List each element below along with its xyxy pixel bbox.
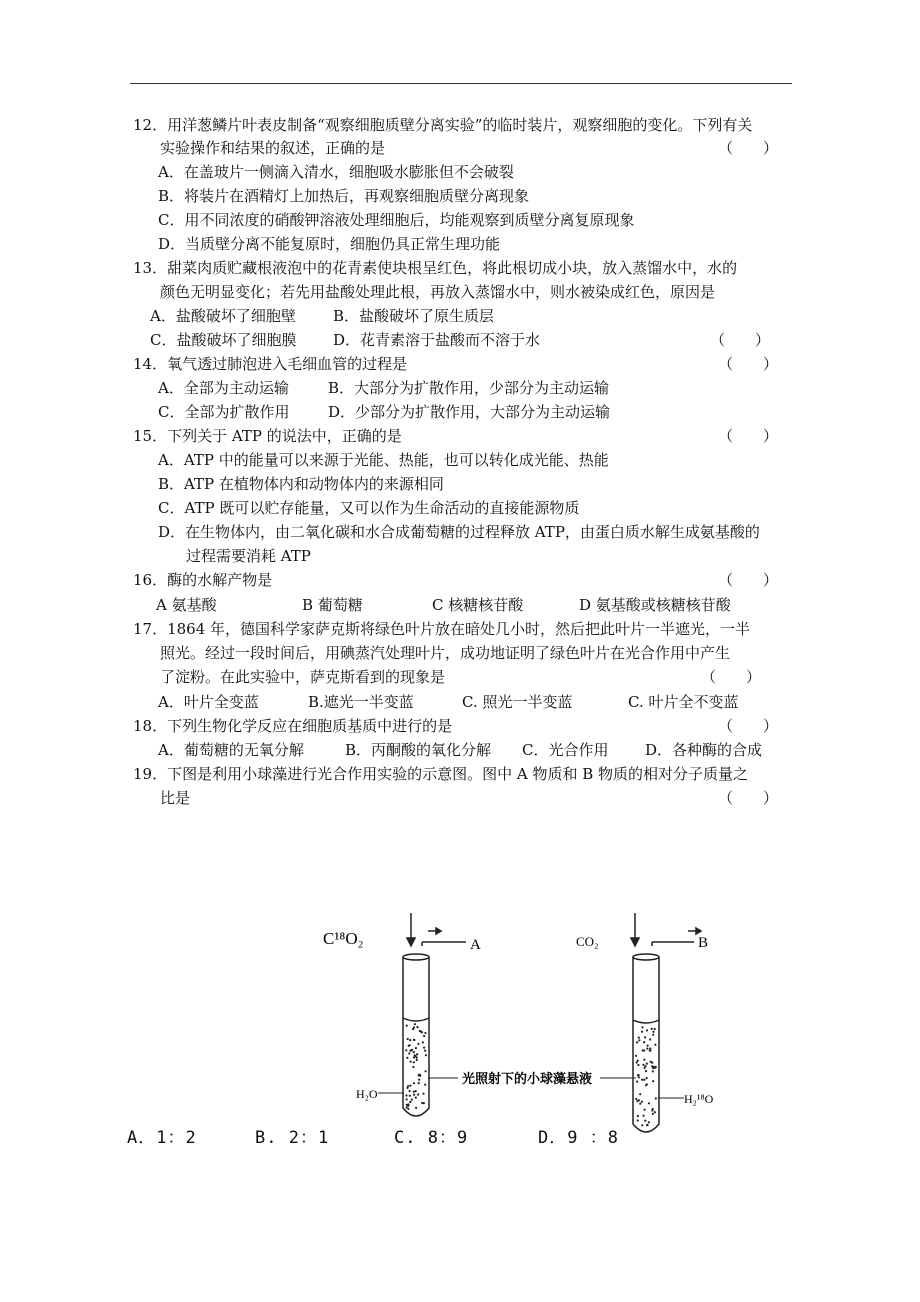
- algae-dot: [655, 1066, 657, 1068]
- q15-option-d: D．在生物体内，由二氧化碳和水合成葡萄糖的过程释放 ATP，由蛋白质水解生成氨基酸的: [158, 523, 760, 541]
- algae-dot: [637, 1115, 639, 1117]
- q16-option-c: C 核糖核苷酸: [432, 596, 524, 614]
- left-gas-label: C¹⁸O₂: [323, 929, 364, 948]
- algae-dot: [646, 1063, 648, 1065]
- q13-option-c: C．盐酸破坏了细胞膜: [150, 331, 297, 349]
- algae-dot: [636, 1041, 638, 1043]
- algae-dot: [423, 1035, 425, 1037]
- q19-answer-blank: （ ）: [718, 789, 779, 807]
- q16-option-b: B 葡萄糖: [302, 596, 363, 614]
- q13-stem-line2: 颜色无明显变化；若先用盐酸处理此根，再放入蒸馏水中，则水被染成红色，原因是: [160, 283, 716, 301]
- algae-dot: [425, 1070, 427, 1072]
- q13-stem-line1: 13．甜菜肉质贮藏根液泡中的花青素使块根呈红色，将此根切成小块，放入蒸馏水中，水的: [133, 259, 738, 277]
- algae-dot: [647, 1045, 649, 1047]
- algae-dot: [652, 1031, 654, 1033]
- algae-dot: [637, 1060, 639, 1062]
- algae-dot: [636, 1061, 638, 1063]
- algae-dot: [405, 1094, 407, 1096]
- q18-option-d: D．各种酶的合成: [645, 741, 763, 759]
- left-water-label: H₂O: [356, 1087, 378, 1101]
- algae-dot: [638, 1099, 640, 1101]
- q12-stem-line2: 实验操作和结果的叙述，正确的是: [160, 139, 386, 157]
- algae-dot: [422, 1093, 424, 1095]
- algae-dot: [413, 1094, 415, 1096]
- algae-dot: [412, 1066, 414, 1068]
- algae-dot: [649, 1050, 651, 1052]
- q14-stem: 14．氧气透过肺泡进入毛细血管的过程是: [133, 355, 408, 373]
- q15-option-a: A．ATP 中的能量可以来源于光能、热能，也可以转化成光能、热能: [158, 451, 609, 469]
- algae-dot: [417, 1093, 419, 1095]
- algae-dot: [641, 1124, 643, 1126]
- algae-dot: [406, 1098, 408, 1100]
- q19-option-b: B. 2：1: [255, 1128, 330, 1148]
- q17-answer-blank: （ ）: [701, 668, 762, 686]
- q18-answer-blank: （ ）: [718, 717, 779, 735]
- algae-dot: [418, 1074, 420, 1076]
- algae-dot: [638, 1076, 640, 1078]
- q13-answer-blank: （ ）: [710, 331, 771, 349]
- figure-caption: 光照射下的小球藻悬液: [462, 1072, 593, 1087]
- left-gas-inlet-arrow: [407, 913, 466, 946]
- algae-dot: [409, 1101, 411, 1103]
- algae-dot: [645, 1070, 647, 1072]
- algae-dot: [649, 1047, 651, 1049]
- q17-option-c: C. 照光一半变蓝: [462, 693, 573, 711]
- left-algae-suspension: [405, 1023, 427, 1110]
- algae-dot: [642, 1064, 644, 1066]
- algae-dot: [642, 1049, 644, 1051]
- algae-dot: [651, 1062, 653, 1064]
- algae-dot: [649, 1038, 651, 1040]
- algae-dot: [407, 1038, 409, 1040]
- q16-stem: 16．酶的水解产物是: [133, 571, 273, 589]
- algae-dot: [409, 1050, 411, 1052]
- algae-dot: [413, 1061, 415, 1063]
- q19-stem-line1: 19．下图是利用小球藻进行光合作用实验的示意图。图中 A 物质和 B 物质的相对分子质量之: [133, 765, 749, 783]
- q17-option-d: C. 叶片全不变蓝: [628, 693, 739, 711]
- algae-dot: [408, 1045, 410, 1047]
- algae-dot: [420, 1030, 422, 1032]
- q14-option-b: B．大部分为扩散作用，少部分为主动运输: [328, 379, 610, 397]
- algae-dot: [424, 1032, 426, 1034]
- algae-dot: [646, 1124, 648, 1126]
- algae-dot: [643, 1079, 645, 1081]
- algae-dot: [424, 1084, 426, 1086]
- algae-dot: [651, 1109, 653, 1111]
- algae-dot: [635, 1098, 637, 1100]
- algae-dot: [410, 1061, 412, 1063]
- algae-dot: [415, 1097, 417, 1099]
- algae-dot: [643, 1059, 645, 1061]
- q18-option-b: B．丙酮酸的氧化分解: [345, 741, 492, 759]
- q12-option-c: C．用不同浓度的硝酸钾溶液处理细胞后，均能观察到质壁分离复原现象: [158, 211, 635, 229]
- algae-dot: [406, 1106, 408, 1108]
- algae-dot: [413, 1091, 415, 1093]
- algae-dot: [406, 1087, 408, 1089]
- q17-option-a: A．叶片全变蓝: [158, 693, 259, 711]
- q12-option-b: B．将装片在酒精灯上加热后，再观察细胞质壁分离现象: [158, 187, 530, 205]
- algae-dot: [425, 1054, 427, 1056]
- algae-dot: [416, 1026, 418, 1028]
- q19-option-d: D．9 ：8: [538, 1128, 619, 1148]
- algae-dot: [413, 1082, 415, 1084]
- q19-option-c: C. 8：9: [394, 1128, 469, 1148]
- q15-option-c: C．ATP 既可以贮存能量，又可以作为生命活动的直接能源物质: [158, 499, 580, 517]
- algae-dot: [637, 1119, 639, 1121]
- q15-stem: 15．下列关于 ATP 的说法中，正确的是: [133, 427, 402, 445]
- algae-dot: [421, 1102, 423, 1104]
- right-gas-inlet-arrow: [631, 913, 701, 946]
- q16-answer-blank: （ ）: [718, 571, 779, 589]
- q17-option-b: B.遮光一半变蓝: [308, 693, 414, 711]
- q19-option-a: A．1：2: [127, 1128, 197, 1148]
- q14-option-d: D．少部分为扩散作用，大部分为主动运输: [328, 403, 611, 421]
- algae-dot: [648, 1102, 650, 1104]
- q18-option-a: A．葡萄糖的无氧分解: [158, 741, 304, 759]
- algae-dot: [415, 1055, 417, 1057]
- q18-stem: 18．下列生物化学反应在细胞质基质中进行的是: [133, 717, 453, 735]
- algae-dot: [637, 1074, 639, 1076]
- algae-dot: [635, 1055, 637, 1057]
- q17-stem-line3: 了淀粉。在此实验中，萨克斯看到的现象是: [160, 668, 446, 686]
- algae-dot: [648, 1121, 650, 1123]
- algae-dot: [423, 1047, 425, 1049]
- q14-option-a: A．全部为主动运输: [158, 379, 289, 397]
- algae-dot: [409, 1085, 411, 1087]
- q17-stem-line1: 17．1864 年，德国科学家萨克斯将绿色叶片放在暗处几小时，然后把此叶片一半遮光，一半: [133, 620, 751, 638]
- algae-dot: [408, 1052, 410, 1054]
- algae-dot: [415, 1107, 417, 1109]
- algae-dot: [637, 1064, 639, 1066]
- right-water-label: H₂¹⁸O: [684, 1092, 714, 1106]
- algae-dot: [646, 1029, 648, 1031]
- algae-dot: [407, 1108, 409, 1110]
- right-gas-label: CO₂: [576, 934, 599, 949]
- algae-dot: [638, 1037, 640, 1039]
- algae-dot: [413, 1051, 415, 1053]
- algae-dot: [407, 1105, 409, 1107]
- algae-dot: [641, 1101, 643, 1103]
- q15-option-b: B．ATP 在植物体内和动物体内的来源相同: [158, 475, 444, 493]
- q14-answer-blank: （ ）: [718, 355, 779, 373]
- algae-dot: [641, 1079, 643, 1081]
- q15-answer-blank: （ ）: [718, 427, 779, 445]
- algae-dot: [636, 1081, 638, 1083]
- algae-dot: [644, 1109, 646, 1111]
- q17-stem-line2: 照光。经过一段时间后，用碘蒸汽处理叶片，成功地证明了绿色叶片在光合作用中产生: [160, 644, 731, 662]
- algae-dot: [406, 1057, 408, 1059]
- algae-dot: [644, 1036, 646, 1038]
- q12-option-d: D．当质壁分离不能复原时，细胞仍具正常生理功能: [158, 235, 501, 253]
- algae-dot: [652, 1113, 654, 1115]
- algae-dot: [652, 1080, 654, 1082]
- algae-dot: [424, 1050, 426, 1052]
- algae-dot: [413, 1056, 415, 1058]
- q13-option-a: A．盐酸破坏了细胞壁: [150, 307, 296, 325]
- algae-dot: [654, 1028, 656, 1030]
- q12-option-a: A．在盖玻片一侧滴入清水，细胞吸水膨胀但不会破裂: [158, 163, 514, 181]
- algae-dot: [644, 1065, 646, 1067]
- algae-dot: [652, 1067, 654, 1069]
- algae-dot: [641, 1031, 643, 1033]
- algae-dot: [411, 1099, 413, 1101]
- q16-option-a: A 氨基酸: [156, 596, 217, 614]
- q16-option-d: D 氨基酸或核糖核苷酸: [579, 596, 731, 614]
- algae-dot: [409, 1095, 411, 1097]
- q18-option-c: C．光合作用: [522, 741, 609, 759]
- algae-dot: [639, 1103, 641, 1105]
- q12-stem-line1: 12．用洋葱鳞片叶表皮制备“观察细胞质壁分离实验”的临时装片，观察细胞的变化。下列有关: [133, 116, 753, 134]
- algae-dot: [646, 1048, 648, 1050]
- algae-dot: [639, 1093, 641, 1095]
- algae-dot: [651, 1028, 653, 1030]
- algae-dot: [414, 1023, 416, 1025]
- algae-dot: [652, 1070, 654, 1072]
- algae-dot: [644, 1120, 646, 1122]
- algae-dot: [416, 1059, 418, 1061]
- algae-dot: [654, 1044, 656, 1046]
- algae-dot: [645, 1084, 647, 1086]
- algae-dot: [641, 1026, 643, 1028]
- q13-option-b: B．盐酸破坏了原生质层: [333, 307, 495, 325]
- algae-dot: [415, 1047, 417, 1049]
- right-algae-suspension: [635, 1026, 657, 1126]
- q13-option-d: D．花青素溶于盐酸而不溶于水: [333, 331, 541, 349]
- algae-dot: [418, 1082, 420, 1084]
- algae-dot: [409, 1039, 411, 1041]
- algae-dot: [417, 1043, 419, 1045]
- algae-dot: [413, 1039, 415, 1041]
- algae-dot: [416, 1053, 418, 1055]
- algae-dot: [418, 1079, 420, 1081]
- q14-option-c: C．全部为扩散作用: [158, 403, 290, 421]
- algae-dot: [643, 1041, 645, 1043]
- algae-dot: [655, 1097, 657, 1099]
- algae-dot: [406, 1025, 408, 1027]
- product-b-label: B: [698, 935, 709, 951]
- algae-dot: [654, 1111, 656, 1113]
- product-a-label: A: [470, 937, 481, 953]
- algae-dot: [412, 1028, 414, 1030]
- algae-dot: [415, 1090, 417, 1092]
- algae-dot: [409, 1090, 411, 1092]
- algae-dot: [422, 1041, 424, 1043]
- algae-dot: [646, 1077, 648, 1079]
- q19-stem-line2: 比是: [160, 789, 191, 807]
- algae-dot: [638, 1039, 640, 1041]
- algae-dot: [652, 1034, 654, 1036]
- q12-answer-blank: （ ）: [718, 139, 779, 157]
- algae-dot: [405, 1049, 407, 1051]
- algae-dot: [643, 1115, 645, 1117]
- q15-option-d-cont: 过程需要消耗 ATP: [186, 547, 311, 565]
